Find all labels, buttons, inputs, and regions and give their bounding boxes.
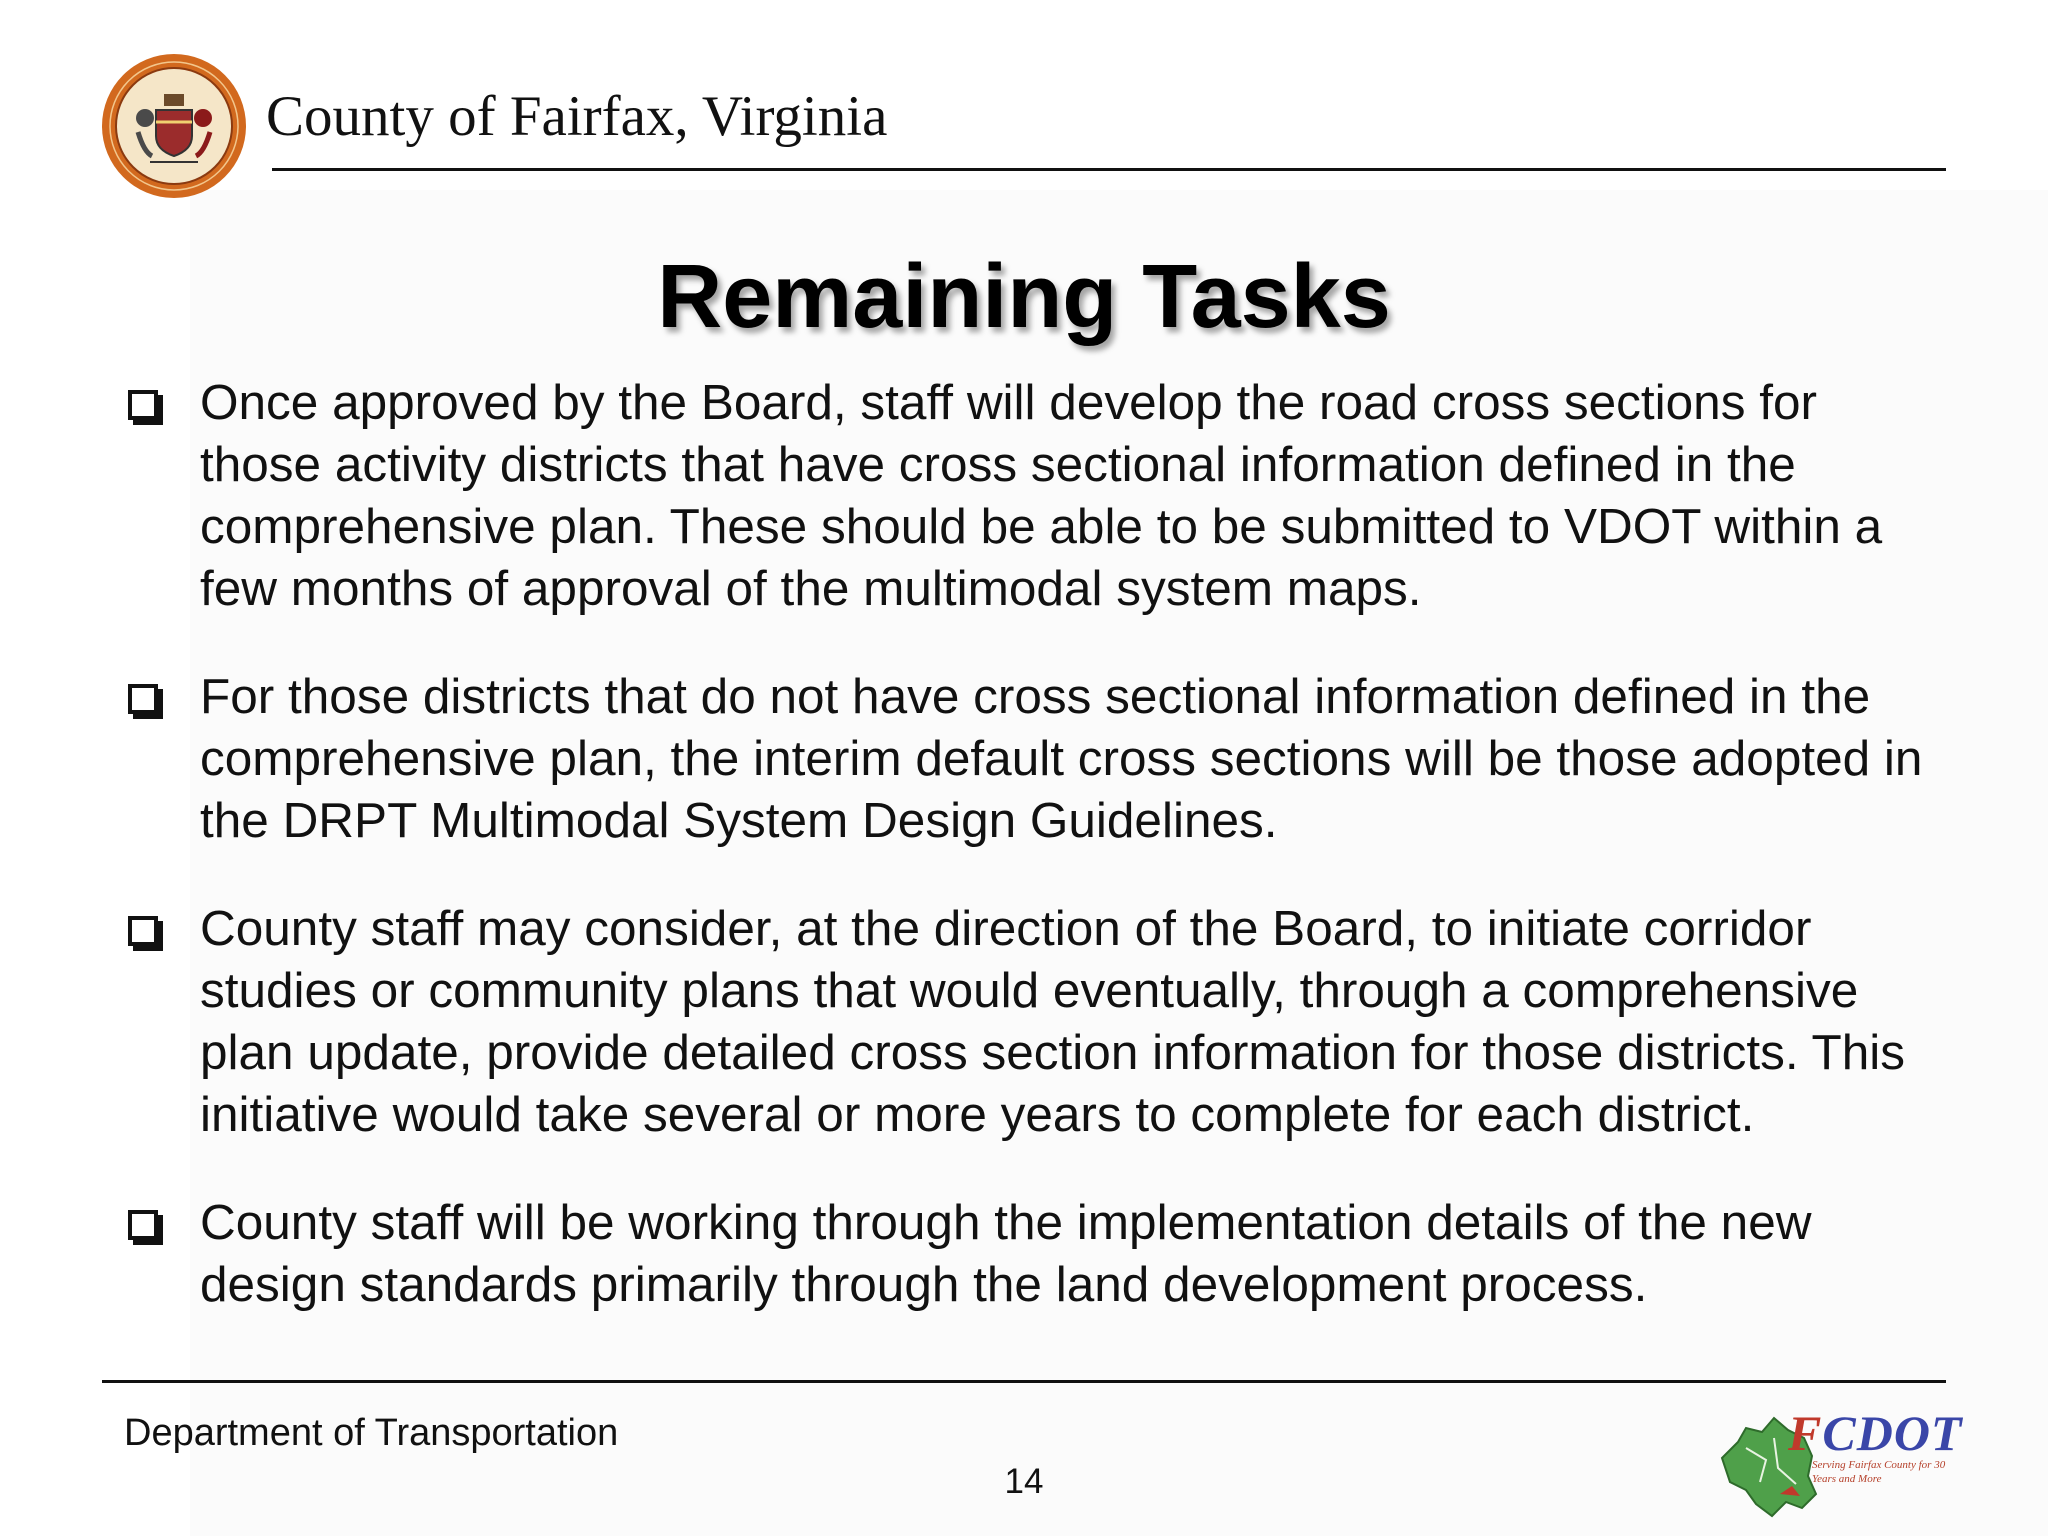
slide-title: Remaining Tasks <box>657 247 1391 347</box>
checkbox-outline-icon <box>128 1210 158 1240</box>
fcdot-tagline: Serving Fairfax County for 30 Years and More <box>1812 1459 1946 1485</box>
footer-divider <box>102 1380 1946 1383</box>
bullet-item <box>126 1192 1926 1316</box>
fcdot-wordmark: FCDOT <box>1788 1405 1963 1461</box>
bullet-item <box>126 898 1926 1146</box>
bullet-text: Once approved by the Board, staff will develop the road cross sections for those activity districts that have cross sectional information defined in the comprehensive plan. These should be able to be submitted to VDOT within a few months of approval of the multimodal system maps. <box>200 375 1883 616</box>
page-number: 14 <box>1004 1462 1044 1501</box>
county-seal-logo <box>100 52 248 200</box>
checkbox-outline-icon <box>128 916 158 946</box>
bullet-text: For those districts that do not have cross sectional information defined in the comprehensive plan, the interim default cross sections will be those adopted in the DRPT Multimodal System Design Guidelines. <box>200 669 1923 848</box>
header-divider <box>272 168 1946 171</box>
bullet-text: County staff may consider, at the direction of the Board, to initiate corridor studies or community plans that would eventually, through a comprehensive plan update, provide detailed cross section information for those districts. This initiative would take several or more years to complete for each district. <box>200 901 1905 1142</box>
bullet-list <box>126 372 1926 1316</box>
county-name: County of Fairfax, Virginia <box>266 85 888 148</box>
bullet-item <box>126 372 1926 620</box>
bullet-text: County staff will be working through the implementation details of the new design standards primarily through the land development process. <box>200 1195 1812 1312</box>
bullet-item <box>126 666 1926 852</box>
department-name: Department of Transportation <box>124 1412 619 1454</box>
checkbox-outline-icon <box>128 684 158 714</box>
checkbox-outline-icon <box>128 390 158 420</box>
